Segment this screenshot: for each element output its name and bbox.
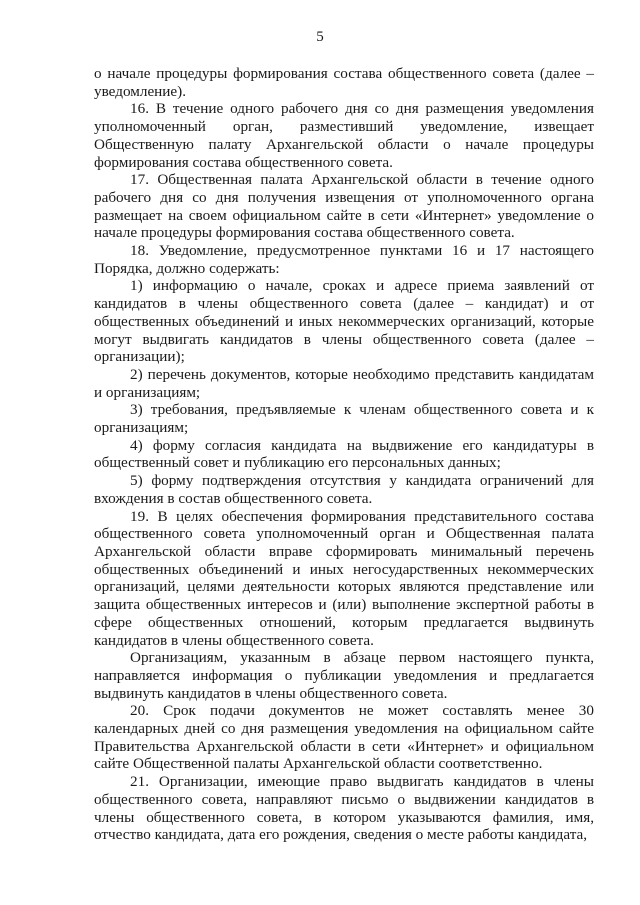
paragraph-item-16: 16. В течение одного рабочего дня со дня размещения уведомления уполномоченный орган, разместивший уведомление, извещает Общественную палату Архангельской области о начале процедуры формирования состава общественного совета.	[94, 100, 594, 171]
paragraph-item-21: 21. Организации, имеющие право выдвигать кандидатов в члены общественного совета, направляют письмо о выдвижении кандидатов в члены общественного совета, в котором указываются фамилия, имя, отчество кандидата, дата его рождения, сведения о месте работы кандидата,	[94, 773, 594, 844]
paragraph-item-19-second: Организациям, указанным в абзаце первом настоящего пункта, направляется информация о публикации уведомления и предлагается выдвинуть кандидатов в члены общественного совета.	[94, 649, 594, 702]
paragraph-item-18: 18. Уведомление, предусмотренное пунктами 16 и 17 настоящего Порядка, должно содержать:	[94, 242, 594, 277]
page-number: 5	[316, 29, 324, 45]
subitem-1: 1) информацию о начале, сроках и адресе приема заявлений от кандидатов в члены общественного совета (далее – кандидат) и от общественных объединений и иных некоммерческих организаций, которые могут выдвигать кандидатов в члены общественного совета (далее – организации);	[94, 277, 594, 366]
subitem-2: 2) перечень документов, которые необходимо представить кандидатам и организациям;	[94, 365, 594, 401]
paragraph-continuation: о начале процедуры формирования состава общественного совета (далее – уведомление).	[94, 65, 594, 100]
paragraph-item-19: 19. В целях обеспечения формирования представительного состава общественного совета уполномоченный орган и Общественная палата Архангельской области вправе сформировать минимальный перечень общественных объединений и иных негосударственных некоммерческих организаций, целями деятельности которых являются представление или защита общественных интересов и (или) выполнение экспертной работы в сфере общественных отношений, которым предлагается выдвинуть кандидатов в члены общественного совета.	[94, 507, 594, 649]
subitem-5: 5) форму подтверждения отсутствия у кандидата ограничений для вхождения в состав общественного совета.	[94, 472, 594, 507]
subitem-3: 3) требования, предъявляемые к членам общественного совета и к организациям;	[94, 401, 594, 437]
paragraph-item-20: 20. Срок подачи документов не может составлять менее 30 календарных дней со дня размещения уведомления на официальном сайте Правительства Архангельской области в сети «Интернет» и официальном сайте Общественной палаты Архангельской области соответственно.	[94, 702, 594, 773]
paragraph-item-17: 17. Общественная палата Архангельской области в течение одного рабочего дня со дня получения извещения от уполномоченного органа размещает на своем официальном сайте в сети «Интернет» уведомление о начале процедуры формирования состава общественного совета.	[94, 171, 594, 242]
document-body	[94, 65, 594, 844]
subitem-4: 4) форму согласия кандидата на выдвижение его кандидатуры в общественный совет и публикацию его персональных данных;	[94, 436, 594, 472]
